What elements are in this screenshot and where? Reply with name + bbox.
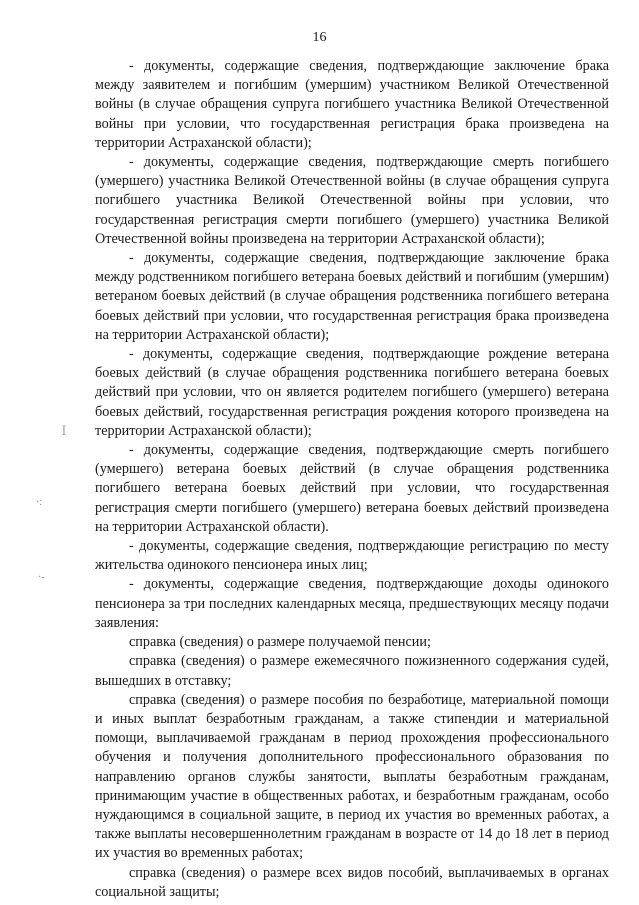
paragraph: - документы, содержащие сведения, подтверждающие заключение брака между заявителем и погибшим (умершим) участником Великой Отечественной войны (в случае обращения супруга погибшего участника Великой Отечественной войны при условии, что государственная регистрация брака произведена на территории Астраханской области); [95, 58, 609, 151]
margin-scan-mark: ꟾ [62, 427, 66, 438]
paragraph: - документы, содержащие сведения, подтверждающие смерть погибшего (умершего) ветерана боевых действий (в случае обращения родственника погибшего ветерана боевых действий при условии, что государственная регистрация смерти погибшего (умершего) ветерана боевых действий произведена на территории Астраханской области). [95, 442, 609, 535]
paragraph: - документы, содержащие сведения, подтверждающие доходы одинокого пенсионера за три последних календарных месяца, предшествующих месяцу подачи заявления: [95, 576, 609, 631]
paragraph: справка (сведения) о размере пособия по безработице, материальной помощи и иных выплат безработным гражданам, а также стипендии и материальной помощи, выплачиваемой гражданам в период прохождения профессионального обучения и получения дополнительного профессионального образования по направлению органов службы занятости, выплаты безработным гражданам, принимающим участие в общественных работах, и безработным гражданам, особо нуждающимся в социальной защите, в период их участия во временных работах, а также выплаты несовершеннолетним гражданам в возрасте от 14 до 18 лет в период их участия во временных работах; [95, 691, 609, 862]
page-number: 16 [312, 30, 327, 45]
paragraph: - документы, содержащие сведения, подтверждающие регистрацию по месту жительства одинокого пенсионера иных лиц; [95, 538, 609, 574]
paragraph: - документы, содержащие сведения, подтверждающие заключение брака между родственником погибшего ветерана боевых действий и погибшим (умершим) ветераном боевых действий (в случае обращения родственника погибшего ветерана боевых действий при условии, что государственная регистрация брака произведена на территории Астраханской области); [95, 250, 609, 343]
paragraph: - документы, содержащие сведения, подтверждающие смерть погибшего (умершего) участника Великой Отечественной войны (в случае обращения супруга погибшего участника Великой Отечественной войны при условии, что государственная регистрация смерти погибшего (умершего) участника Великой Отечественной войны произведена на территории Астраханской области); [95, 154, 609, 247]
paragraph: справка (сведения) о размере ежемесячного пожизненного содержания судей, вышедших в отставку; [95, 653, 609, 689]
margin-scan-mark: ·: [36, 497, 43, 508]
margin-scan-mark: ·- [38, 572, 45, 583]
paragraph: справка (сведения) о размере всех видов пособий, выплачиваемых в органах социальной защиты; [95, 864, 609, 900]
document-body [95, 57, 609, 902]
paragraph: - документы, содержащие сведения, подтверждающие рождение ветерана боевых действий (в случае обращения родственника погибшего ветерана боевых действий при условии, что он является родителем погибшего (умершего) ветерана боевых действий, государственная регистрация рождения которого произведена на территории Астраханской области); [95, 346, 609, 439]
paragraph: справка (сведения) о размере получаемой пенсии; [129, 634, 431, 651]
